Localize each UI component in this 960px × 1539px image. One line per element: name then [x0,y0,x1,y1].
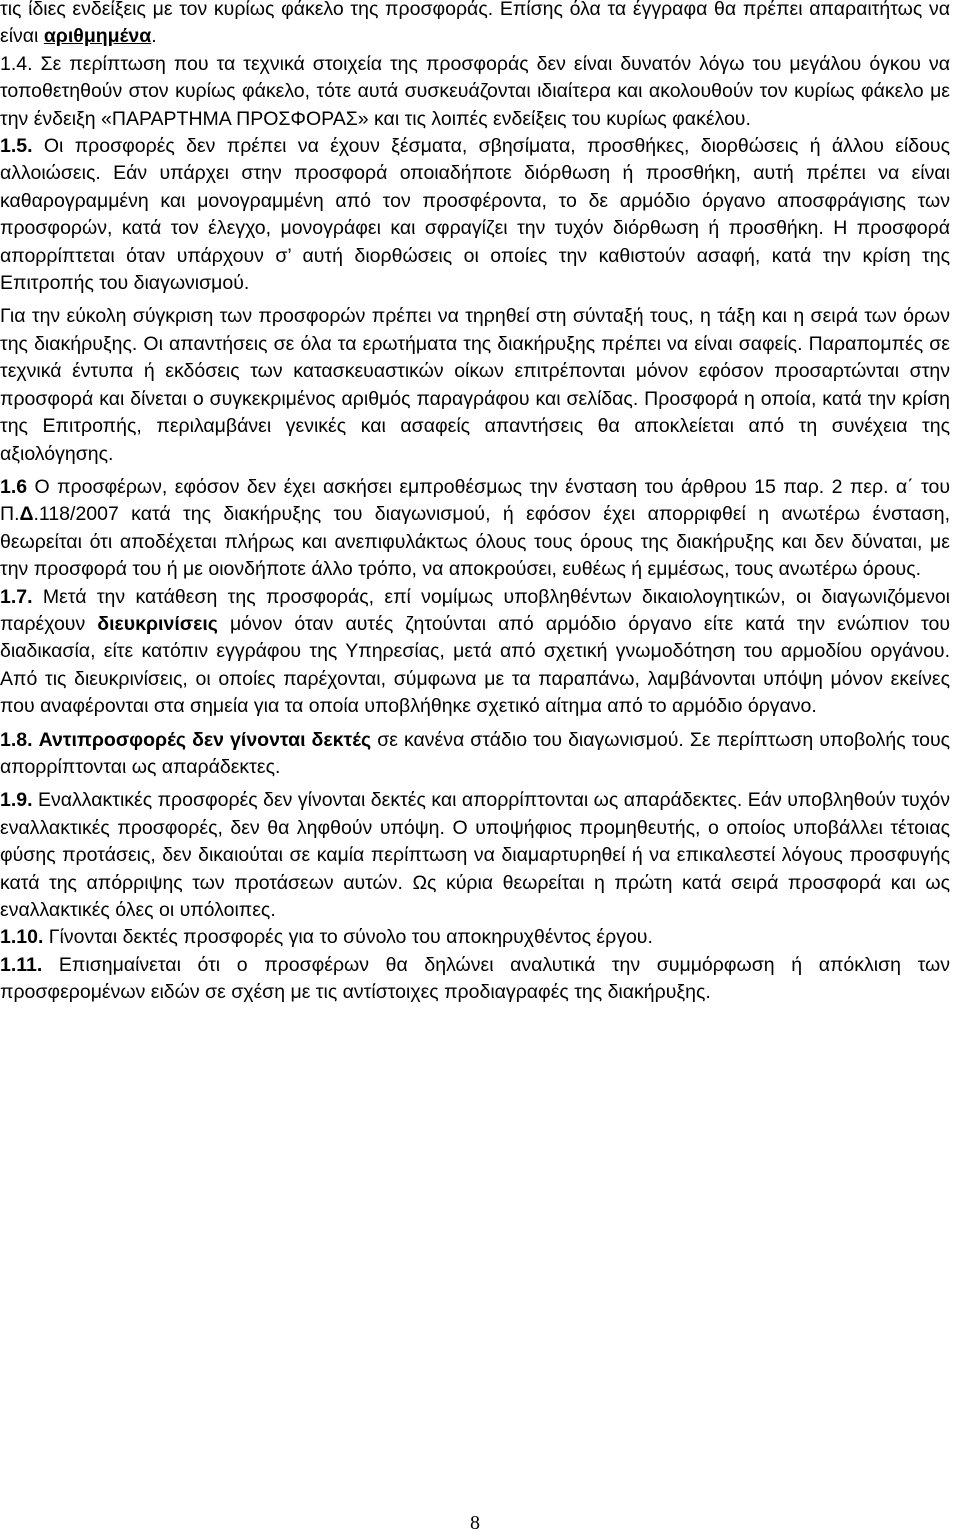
section-text-continued: μόνον όταν αυτές ζητούνται από αρμόδιο όργανο είτε κατά την ενώπιον του διαδικασία, είτε κατόπιν εγγράφου της Υπηρεσίας, μετά από σχετική γνωμοδότηση του αρμοδίου οργάνου. Από τις διευκρινίσεις, οι οποίες παρέχονται, σύμφωνα με τα παραπάνω, λαμβάνονται υπόψη μόνον εκείνες που αναφέρονται στα σημεία για τα οποία υποβλήθηκε σχετικό αίτημα από το αρμόδιο όργανο. [0,612,950,718]
section-1-6 [0,474,950,584]
section-number: 1.7. [0,585,33,608]
section-number: 1.4. [0,52,33,75]
section-1-9 [0,787,950,924]
comparison-paragraph [0,303,950,467]
section-number: 1.8. [0,728,33,751]
numbered-emphasis: αριθμημένα [43,25,152,48]
counteroffers-emphasis: Αντιπροσφορές δεν γίνονται δεκτές [38,728,372,751]
section-text: Επισημαίνεται ότι ο προσφέρων θα δηλώνει αναλυτικά την συμμόρφωση ή απόκλιση των προσφερομένων ειδών σε σχέση με τις αντίστοιχες προδιαγραφές της διακήρυξης. [0,953,950,1004]
intro-text: τις ίδιες ενδείξεις με τον κυρίως φάκελο της προσφοράς. Επίσης όλα τα έγγραφα θα πρέπει απαραιτήτως να είναι [0,0,950,48]
section-text: Ο προσφέρων, εφόσον δεν έχει ασκήσει εμπροθέσμως την ένσταση του άρθρου 15 παρ. 2 περ. α΄ του Π. [0,475,950,526]
section-text: Μετά την κατάθεση της προσφοράς, επί νομίμως υποβληθέντων δικαιολογητικών, οι διαγωνιζόμενοι παρέχουν [0,585,950,635]
clarifications-emphasis: διευκρινίσεις [97,612,218,635]
section-1-8 [0,727,950,782]
page-number: 8 [470,1512,480,1534]
section-1-7 [0,584,950,721]
section-number: 1.10. [0,926,44,949]
section-1-11 [0,952,950,1007]
section-text: σε κανένα στάδιο του διαγωνισμού. Σε περίπτωση υποβολής τους απορρίπτονται ως απαράδεκτες. [0,728,951,778]
section-text: Γίνονται δεκτές προσφορές για το σύνολο του αποκηρυχθέντος έργου. [43,926,653,949]
section-number: 1.5. [0,135,33,158]
section-text: Εναλλακτικές προσφορές δεν γίνονται δεκτές και απορρίπτονται ως απαράδεκτες. Εάν υποβληθούν τυχόν εναλλακτικές προσφορές, δεν θα ληφθούν υπόψη. Ο υποψήφιος προμηθευτής, ο οποίος υποβάλλει τέτοιας φύσης προτάσεις, δεν δικαιούται σε καμία περίπτωση να διαμαρτυρηθεί ή να επικαλεστεί λόγους προσφυγής κατά της απόρριψης των προτάσεων αυτών. Ως κύρια θεωρείται η πρώτη κατά σειρά προσφορά και ως εναλλακτικές όλες οι υπόλοιπες. [0,789,950,921]
intro-end: . [151,25,157,48]
section-1-4 [0,51,950,133]
section-text: Σε περίπτωση που τα τεχνικά στοιχεία της προσφοράς δεν είναι δυνατόν λόγω του μεγάλου όγκου να τοποθετηθούν στον κυρίως φάκελο, τότε αυτά συσκευάζονται ιδιαίτερα και ακολουθούν τον κυρίως φάκελο με την ένδειξη «ΠΑΡΑΡΤΗΜΑ ΠΡΟΣΦΟΡΑΣ» και τις λοιπές ενδείξεις του κυρίως φακέλου. [0,52,950,130]
section-1-10 [0,924,950,951]
section-text: Οι προσφορές δεν πρέπει να έχουν ξέσματα, σβησίματα, προσθήκες, διορθώσεις ή άλλου είδους αλλοιώσεις. Εάν υπάρχει στην προσφορά οποιαδήποτε διόρθωση ή προσθήκη, αυτή πρέπει να είναι καθαρογραμμένη και μονογραμμένη από τον προσφέροντα, το δε αρμόδιο όργανο αποσφράγισης των προσφορών, κατά τον έλεγχο, μονογράφει και σφραγίζει την τυχόν διόρθωση ή προσθήκη. Η προσφορά απορρίπτεται όταν υπάρχουν σ’ αυτή διορθώσεις οι οποίες την καθιστούν ασαφή, κατά την κρίση της Επιτροπής του διαγωνισμού. [0,135,950,295]
section-bold-letter: Δ [19,503,34,526]
intro-paragraph [0,0,950,51]
section-1-5 [0,133,950,297]
section-number: 1.11. [0,953,43,976]
section-number: 1.6 [0,475,28,498]
section-number: 1.9. [0,789,33,812]
comparison-text: Για την εύκολη σύγκριση των προσφορών πρέπει να τηρηθεί στη σύνταξή τους, η τάξη και η σειρά των όρων της διακήρυξης. Οι απαντήσεις σε όλα τα ερωτήματα της διακήρυξης πρέπει να είναι σαφείς. Παραπομπές σε τεχνικά έντυπα ή εκδόσεις των κατασκευαστικών οίκων επιτρέπονται μόνον εφόσον προσαρτώνται στην προσφορά και δίνεται ο συγκεκριμένος αριθμός παραγράφου και σελίδας. Προσφορά η οποία, κατά την κρίση της Επιτροπής, περιλαμβάνει γενικές και ασαφείς απαντήσεις θα αποκλείεται από τη συνέχεια της αξιολόγησης. [0,305,950,465]
section-text-continued: .118/2007 κατά της διακήρυξης του διαγωνισμού, ή εφόσον έχει απορριφθεί η ανωτέρω ένσταση, θεωρείται ότι αποδέχεται πλήρως και ανεπιφυλάκτως όλους τους όρους της διακήρυξης και δεν δύναται, με την προσφορά του ή με οιονδήποτε άλλο τρόπο, να αποκρούσει, ευθέως ή εμμέσως, τους ανωτέρω όρους. [0,503,950,581]
